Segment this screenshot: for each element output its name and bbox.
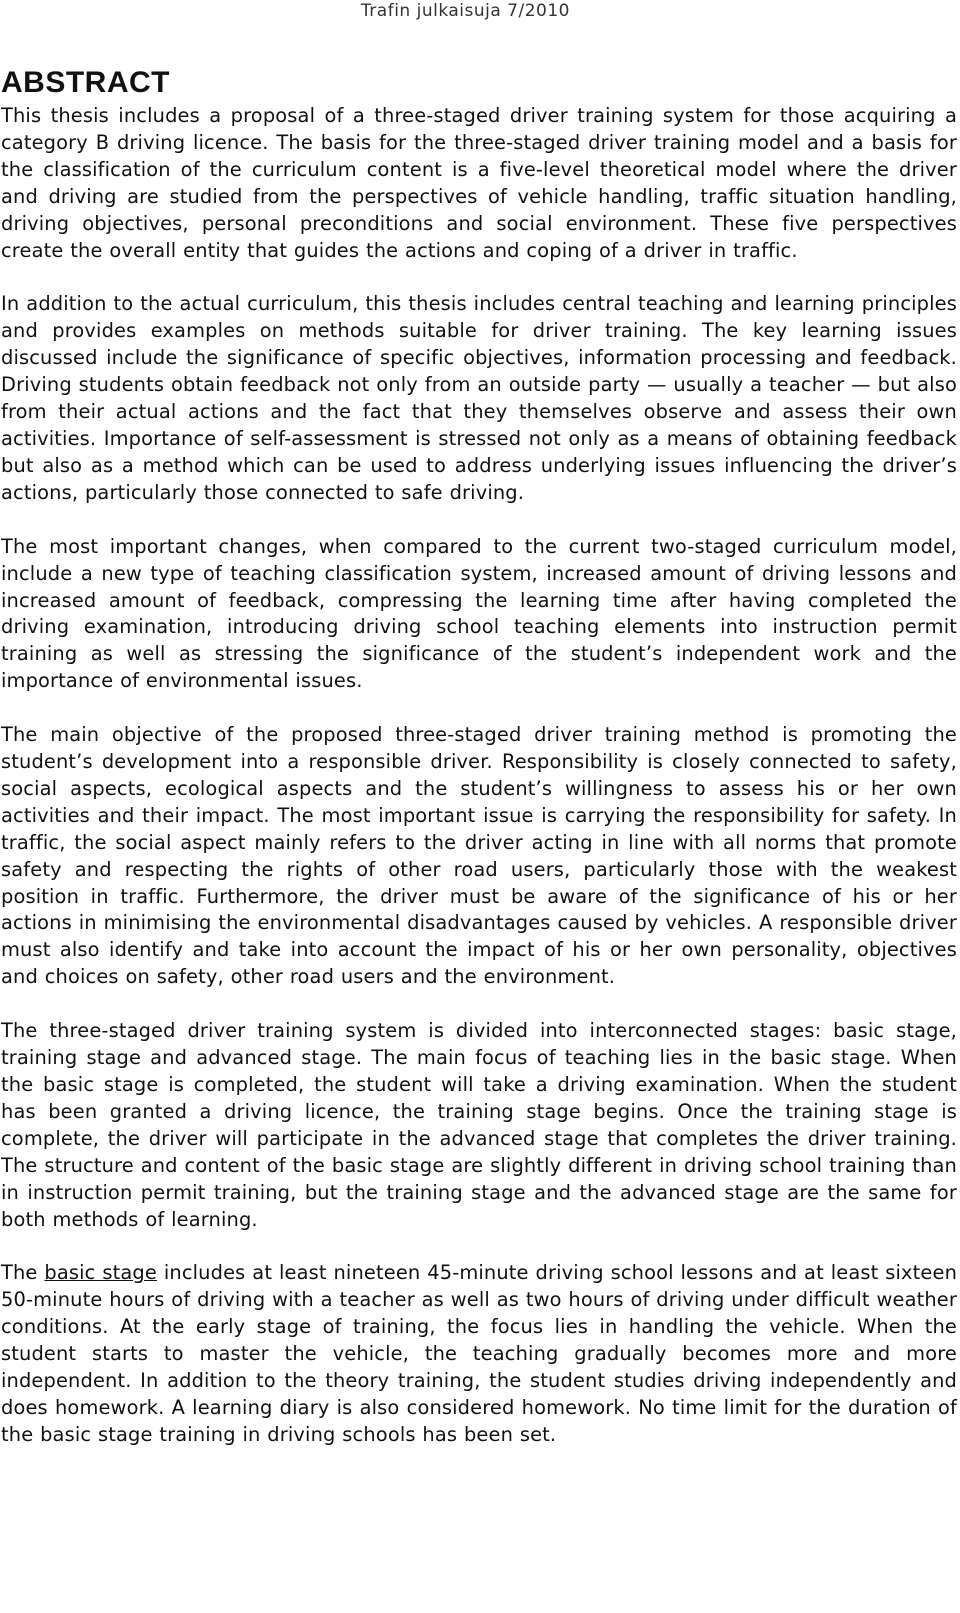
abstract-paragraph-6 (1, 1260, 957, 1448)
running-header: Trafin julkaisuja 7/2010 (360, 1, 570, 21)
abstract-section (1, 66, 957, 1476)
abstract-heading: ABSTRACT (1, 66, 170, 99)
paragraph-body: includes at least nineteen 45-minute driving school lessons and at least sixteen 50-minute hours of driving with a teacher as well as two hours of driving under difficult weather conditions. At the early stage of training, the focus lies in handling the vehicle. When the student starts to master the vehicle, the teaching gradually becomes more and more independent. In addition to the theory training, the student studies driving independently and does homework. A learning diary is also considered homework. No time limit for the duration of the basic stage training in driving schools has been set. (1, 1261, 958, 1446)
abstract-paragraph-5: The three-staged driver training system is divided into interconnected stages: basic stage, training stage and advanced stage. The main focus of teaching lies in the basic stage. When the basic stage is completed, the student will take a driving examination. When the student has been granted a driving licence, the training stage begins. Once the training stage is complete, the driver will participate in the advanced stage that completes the driver training. The structure and content of the basic stage are slightly different in driving school training than in instruction permit training, but the training stage and the advanced stage are the same for both methods of learning. (1, 1019, 957, 1231)
basic-stage-term: basic stage (44, 1261, 157, 1285)
abstract-paragraph-2: In addition to the actual curriculum, this thesis includes central teaching and learning principles and provides examples on methods suitable for driver training. The key learning issues discussed include the significance of specific objectives, information processing and feedback. Driving students obtain feedback not only from an outside party — usually a teacher — but also from their actual actions and the fact that they themselves observe and assess their own activities. Importance of self-assessment is stressed not only as a means of obtaining feedback but also as a method which can be used to address underlying issues influencing the driver’s actions, particularly those connected to safe driving. (1, 292, 957, 504)
abstract-paragraph-3: The most important changes, when compared to the current two-staged curriculum model, include a new type of teaching classification system, increased amount of driving lessons and increased amount of feedback, compressing the learning time after having completed the driving examination, introducing driving school teaching elements into instruction permit training as well as stressing the significance of the student’s independent work and the importance of environmental issues. (1, 534, 957, 693)
abstract-paragraph-4: The main objective of the proposed three-staged driver training method is promoting the student’s development into a responsible driver. Responsibility is closely connected to safety, social aspects, ecological aspects and the student’s willingness to assess his or her own activities and their impact. The most important issue is carrying the responsibility for safety. In traffic, the social aspect mainly refers to the driver acting in line with all norms that promote safety and respecting the rights of other road users, particularly those with the weakest position in traffic. Furthermore, the driver must be aware of the significance of his or her actions in minimising the environmental disadvantages caused by vehicles. A responsible driver must also identify and take into account the impact of his or her own personality, objectives and choices on safety, other road users and the environment. (1, 723, 957, 989)
abstract-paragraph-1: This thesis includes a proposal of a three-staged driver training system for those acquiring a category B driving licence. The basis for the three-staged driver training model and a basis for the classification of the curriculum content is a five-level theoretical model where the driver and driving are studied from the perspectives of vehicle handling, traffic situation handling, driving objectives, personal preconditions and social environment. These five perspectives create the overall entity that guides the actions and coping of a driver in traffic. (1, 104, 957, 262)
paragraph-prefix: The (1, 1261, 45, 1285)
